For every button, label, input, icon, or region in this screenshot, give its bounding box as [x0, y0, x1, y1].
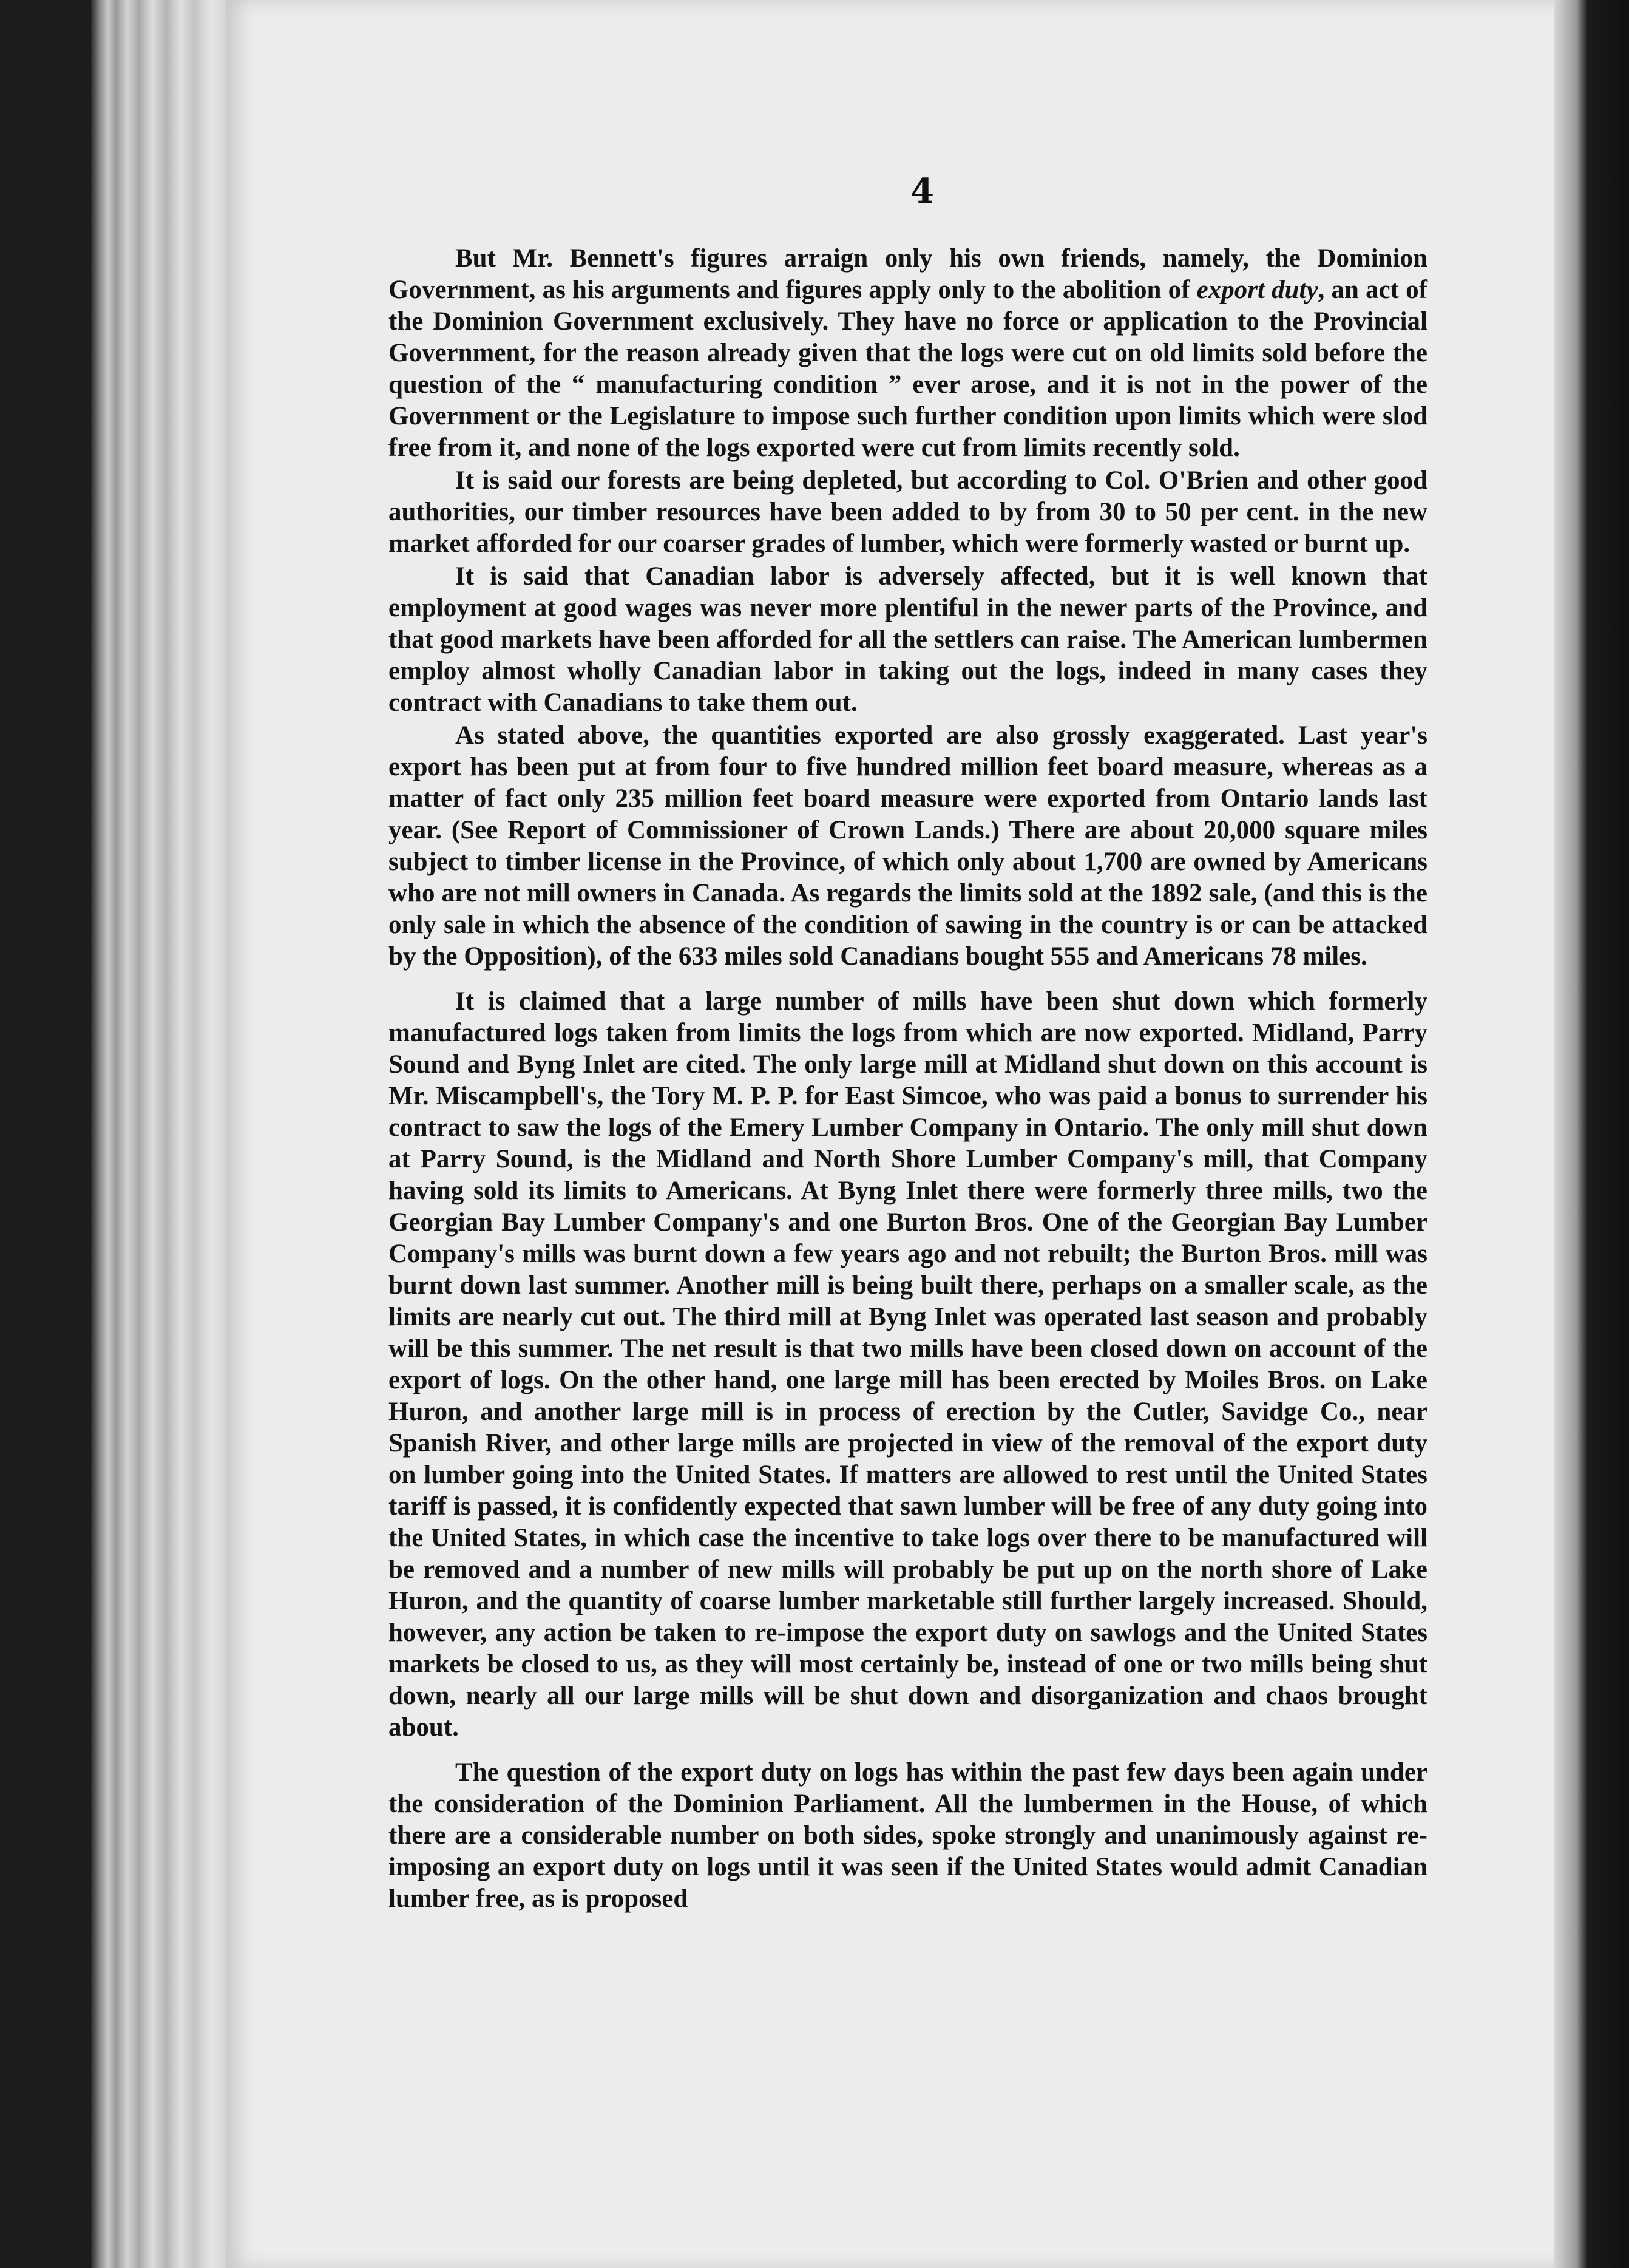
paragraph-5: It is claimed that a large number of mills have been shut down which formerly manufactured logs taken from limits the logs from which are now exported. Midland, Parry Sound and Byng Inlet are cited. The only large mill at Midland shut down on this account is Mr. Miscampbell's, the Tory M. P. P. for East Simcoe, who was paid a bonus to surrender his contract to saw the logs of the Emery Lumber Company in Ontario. The only mill shut down at Parry Sound, is the Midland and North Shore Lumber Company's mill, that Company having sold its limits to Americans. At Byng Inlet there were formerly three mills, two the Georgian Bay Lumber Company's and one Burton Bros. One of the Georgian Bay Lumber Company's mills was burnt down a few years ago and not rebuilt; the Burton Bros. mill was burnt down last summer. Another mill is being built there, perhaps on a smaller scale, as the limits are nearly cut out. The third mill at Byng Inlet was operated last season and probably will be this summer. The net result is that two mills have been closed down on account of the export of logs. On the other hand, one large mill has been erected by Moiles Bros. on Lake Huron, and another large mill is in process of erection by the Cutler, Savidge Co., near Spanish River, and other large mills are projected in view of the removal of the export duty on lumber going into the United States. If matters are allowed to rest until the United States tariff is passed, it is confidently expected that sawn lumber will be free of any duty going into the United States, in which case the incentive to take logs over there to be manufactured will be removed and a number of new mills will probably be put up on the north shore of Lake Huron, and the quantity of coarse lumber marketable still further largely increased. Should, however, any action be taken to re-impose the export duty on sawlogs and the United States markets be closed to us, as they will most certainly be, instead of one or two mills being shut down, nearly all our large mills will be shut down and disorganization and chaos brought about.: [388, 987, 1427, 1742]
body-text: [388, 243, 1427, 1915]
paragraph-3: It is said that Canadian labor is adversely affected, but it is well known that employment at good wages was never more plentiful in the newer parts of the Province, and that good markets have been afforded for all the settlers can raise. The American lumbermen employ almost wholly Canadian labor in taking out the logs, indeed in many cases they contract with Canadians to take them out.: [388, 562, 1427, 717]
page-number: 4: [910, 171, 934, 211]
paragraph-2: It is said our forests are being depleted, but according to Col. O'Brien and other good authorities, our timber resources have been added to by from 30 to 50 per cent. in the new market afforded for our coarser grades of lumber, which were formerly wasted or burnt up.: [388, 466, 1427, 558]
paragraph-6: The question of the export duty on logs has within the past few days been again under the consideration of the Dominion Parliament. All the lumbermen in the House, of which there are a considerable number on both sides, spoke strongly and unanimously against re-imposing an export duty on logs until it was seen if the United States would admit Canadian lumber free, as is proposed: [388, 1758, 1427, 1913]
paragraph-1-text-b: , an act of the Dominion Government exclusively. They have no force or application to the Provincial Government, for the reason already given that the logs were cut on old limits sold before the question of the “ manufacturing condition ” ever arose, and it is not in the power of the Government or the Legislature to impose such further condition upon limits which were slod free from it, and none of the logs exported were cut from limits recently sold.: [388, 276, 1427, 462]
paragraph-1: [388, 243, 1427, 464]
paragraph-4: As stated above, the quantities exported are also grossly exaggerated. Last year's export has been put at from four to five hundred million feet board measure, whereas as a matter of fact only 235 million feet board measure were exported from Ontario lands last year. (See Report of Commissioner of Crown Lands.) There are about 20,000 square miles subject to timber license in the Province, of which only about 1,700 are owned by Americans who are not mill owners in Canada. As regards the limits sold at the 1892 sale, (and this is the only sale in which the absence of the condition of sawing in the country is or can be attacked by the Opposition), of the 633 miles sold Canadians bought 555 and Americans 78 miles.: [388, 721, 1427, 971]
paragraph-1-text-a: But Mr. Bennett's figures arraign only his own friends, namely, the Dominion Government, as his arguments and figures apply only to the abolition of: [388, 244, 1427, 304]
paragraph-1-emphasis: export duty: [1196, 276, 1318, 304]
book-page-edges: [91, 0, 231, 2268]
book-gutter: [1554, 0, 1629, 2268]
